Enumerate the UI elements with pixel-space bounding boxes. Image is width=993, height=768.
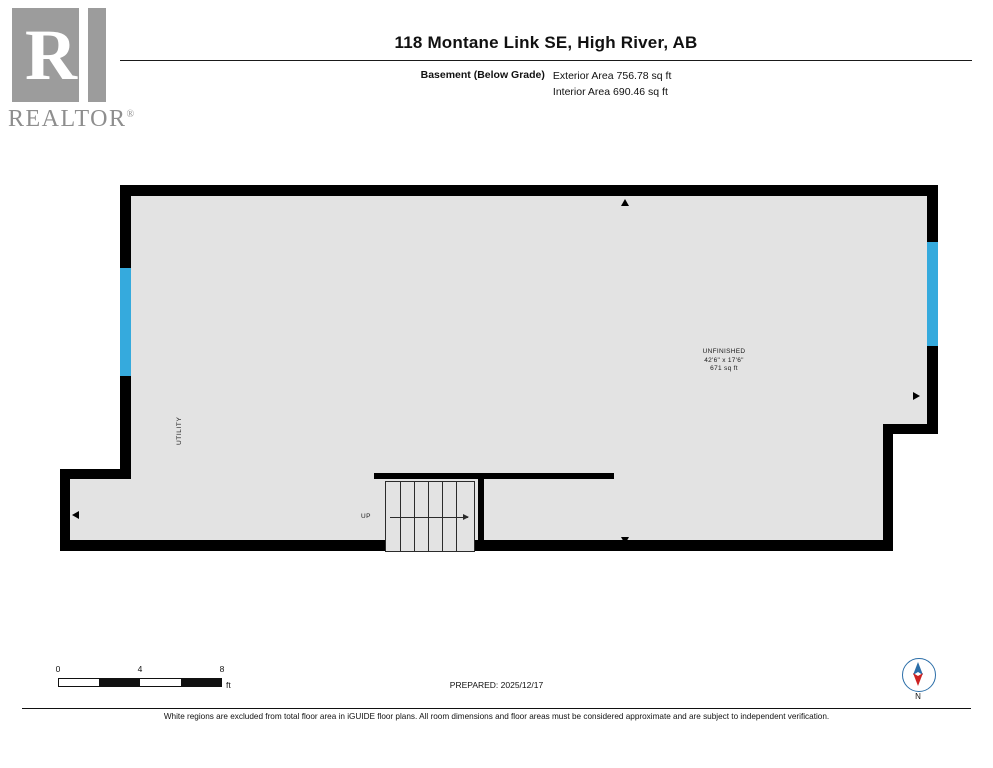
realtor-logo-letter: R xyxy=(25,15,77,95)
scale-tick-0: 0 xyxy=(55,664,61,674)
window-right-upper xyxy=(927,242,938,346)
scale-tick-4: 4 xyxy=(137,664,143,674)
view-marker-left xyxy=(72,511,79,519)
compass-north-label: N xyxy=(915,692,921,701)
compass-needle-icon xyxy=(898,658,940,692)
footer-divider xyxy=(22,708,971,709)
disclaimer-text: White regions are excluded from total floor area in iGUIDE floor plans. All room dimensions and floor areas must be considered approximate and are subject to independent verification. xyxy=(163,712,830,721)
compass-rose xyxy=(898,658,940,708)
window-left xyxy=(120,268,131,376)
stair-direction-arrow xyxy=(390,517,468,518)
exterior-wall-top xyxy=(120,185,938,196)
realtor-trademark: ® xyxy=(126,109,136,120)
interior-area-label: Interior Area 690.46 sq ft xyxy=(552,86,668,98)
exterior-area-label: Exterior Area 756.78 sq ft xyxy=(552,70,672,82)
prepared-date: PREPARED: 2025/12/17 xyxy=(449,680,544,690)
room-dimensions: 42'6" x 17'6" xyxy=(704,356,744,364)
view-marker-top xyxy=(621,199,629,206)
page-title: 118 Montane Link SE, High River, AB xyxy=(394,33,698,52)
view-marker-bottom xyxy=(621,537,629,544)
floor-level-label: Basement (Below Grade) xyxy=(420,69,545,81)
stair-direction-label: UP xyxy=(361,513,371,520)
interior-wall-stair-top xyxy=(374,473,614,479)
scale-unit-label: ft xyxy=(226,680,231,690)
room-area: 671 sq ft xyxy=(710,365,738,372)
realtor-wordmark-text: REALTOR xyxy=(8,106,127,132)
exterior-wall-bottom xyxy=(60,540,893,551)
room-name: UNFINISHED xyxy=(702,348,746,355)
exterior-wall-left-jog xyxy=(60,469,131,479)
floor-area-fill-main xyxy=(130,195,928,480)
room-label-unfinished xyxy=(676,348,772,374)
interior-wall-stair-right xyxy=(478,473,484,551)
exterior-wall-left-bump xyxy=(60,469,70,550)
scale-tick-8: 8 xyxy=(219,664,225,674)
exterior-wall-right-lower xyxy=(883,424,893,551)
view-marker-right xyxy=(913,392,920,400)
room-label-utility: UTILITY xyxy=(176,416,183,445)
